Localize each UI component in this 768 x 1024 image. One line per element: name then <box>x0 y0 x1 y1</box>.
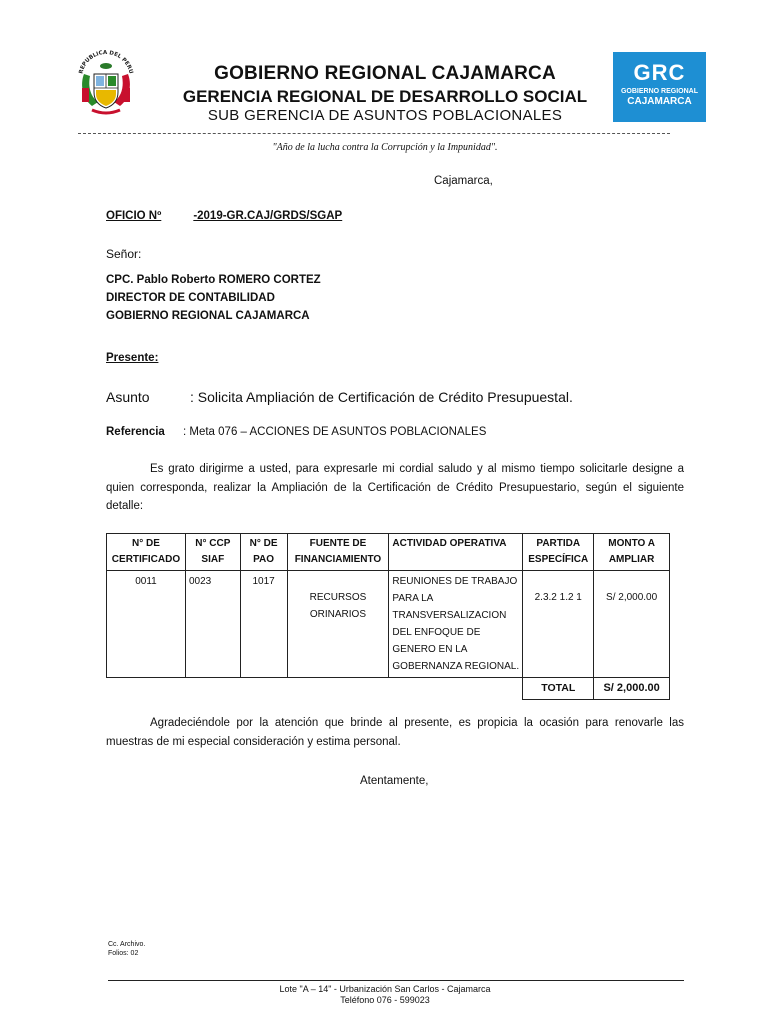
col-header-monto: MONTO A AMPLIAR <box>594 534 670 571</box>
referencia-label: Referencia <box>106 426 165 438</box>
oficio-label: OFICIO Nº <box>106 210 162 222</box>
asunto-text: : Solicita Ampliación de Certificación de Crédito Presupuestal. <box>190 389 573 405</box>
grc-logo-abbr: GRC <box>633 60 686 85</box>
peru-coat-of-arms-logo <box>74 44 138 118</box>
addressee-position: DIRECTOR DE CONTABILIDAD <box>106 292 275 304</box>
oficio-reference <box>106 210 342 222</box>
addressee-name: CPC. Pablo Roberto ROMERO CORTEZ <box>106 274 321 286</box>
header-divider <box>78 133 670 134</box>
grc-logo <box>613 52 706 122</box>
intro-paragraph: Es grato dirigirme a usted, para expresarle mi cordial saludo y al mismo tiempo solicitarle designe a quien corresponda, realizar la Ampliación de la Certificación de Crédito Presupuestario, según el siguiente detalle: <box>106 463 684 512</box>
col-header-pao: N° DE PAO <box>240 534 287 571</box>
year-motto: "Año de la lucha contra la Corrupción y la Impunidad". <box>272 142 498 153</box>
asunto-label: Asunto <box>106 389 150 405</box>
budget-table <box>106 533 670 700</box>
closing-paragraph: Agradeciéndole por la atención que brinde al presente, es propicia la ocasión para renovarle las muestras de mi especial consideración y estima personal. <box>106 717 684 748</box>
col-header-certificado: N° DE CERTIFICADO <box>107 534 186 571</box>
col-header-fuente: FUENTE DE FINANCIAMIENTO <box>287 534 389 571</box>
header-title: GOBIERNO REGIONAL CAJAMARCA <box>214 63 556 84</box>
cell-pao: 1017 <box>240 571 287 678</box>
total-row <box>107 678 670 700</box>
svg-text:REPUBLICA DEL PERU <box>78 50 133 75</box>
table-header-row <box>107 534 670 571</box>
total-value: S/ 2,000.00 <box>594 678 670 700</box>
col-header-partida: PARTIDA ESPECÍFICA <box>523 534 594 571</box>
grc-logo-line2: CAJAMARCA <box>627 96 692 107</box>
total-label: TOTAL <box>523 678 594 700</box>
oficio-number: -2019-GR.CAJ/GRDS/SGAP <box>193 210 343 222</box>
cc-archive: Cc. Archivo. <box>108 941 146 948</box>
salutation: Señor: <box>106 247 142 261</box>
cell-ccp: 0023 <box>185 571 240 678</box>
footer-address: Lote "A – 14" - Urbanización San Carlos - Cajamarca <box>279 984 491 994</box>
grc-logo-line1: GOBIERNO REGIONAL <box>620 88 698 95</box>
addressee-organization: GOBIERNO REGIONAL CAJAMARCA <box>106 310 310 322</box>
header-subsubtitle: SUB GERENCIA DE ASUNTOS POBLACIONALES <box>207 107 563 124</box>
footer-phone: Teléfono 076 - 599023 <box>340 995 430 1005</box>
col-header-ccp: N° CCP SIAF <box>185 534 240 571</box>
footer-divider <box>108 980 684 981</box>
table-row <box>107 571 670 678</box>
cell-fuente: RECURSOS ORINARIOS <box>287 571 389 678</box>
col-header-actividad: ACTIVIDAD OPERATIVA <box>389 534 523 571</box>
folios-count: Folios: 02 <box>108 950 139 957</box>
header-subtitle: GERENCIA REGIONAL DE DESARROLLO SOCIAL <box>182 87 588 106</box>
cell-monto: S/ 2,000.00 <box>594 571 670 678</box>
presente-label: Presente: <box>106 352 159 364</box>
logo-arc-text: REPUBLICA DEL PERU <box>78 49 134 75</box>
closing-salutation: Atentamente, <box>360 775 429 787</box>
cell-certificado: 0011 <box>107 571 186 678</box>
referencia-text: : Meta 076 – ACCIONES DE ASUNTOS POBLACIONALES <box>183 426 487 438</box>
cell-actividad: REUNIONES DE TRABAJO PARA LA TRANSVERSALIZACION DEL ENFOQUE DE GENERO EN LA GOBERNANZA REGIONAL. <box>389 571 523 678</box>
cell-partida: 2.3.2 1.2 1 <box>523 571 594 678</box>
city-date: Cajamarca, <box>434 175 493 187</box>
